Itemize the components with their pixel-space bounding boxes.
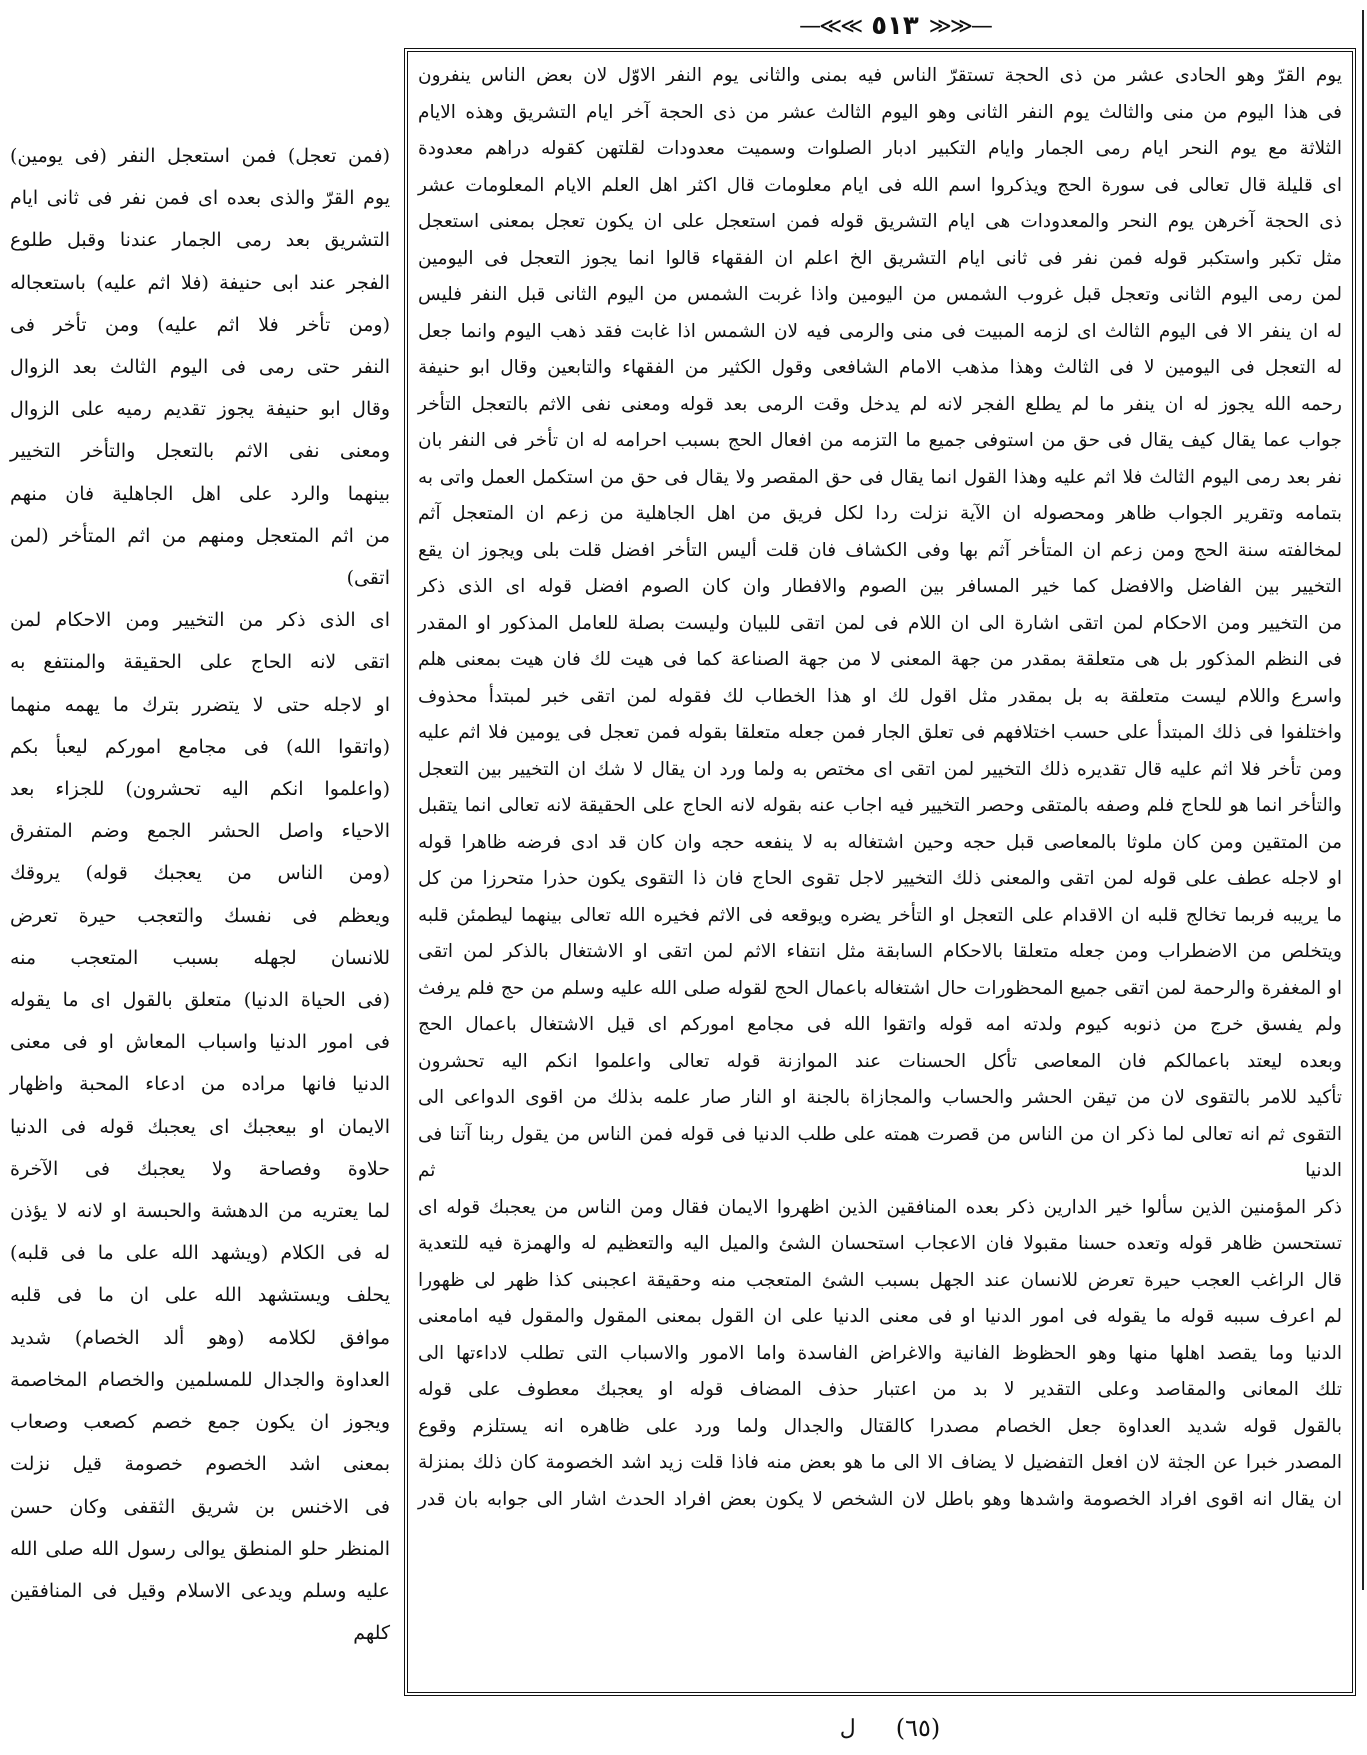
main-text-line: ذى الحجة آخرهن يوم النحر والمعدودات هى ايام التشريق قوله فمن استعجل على ان يكون تعجل بمعنى استعجل xyxy=(418,211,1342,232)
main-text-line: قال الراغب العجب حيرة تعرض للانسان عند الجهل بسبب الشئ المتعجب منه وحقيقة اعجبنى كذا ظهر لى ظهورا xyxy=(418,1269,1342,1291)
ornament-right: ≫≫— xyxy=(928,13,991,39)
margin-text-line: (ومن الناس من يعجبك قوله) يروقك xyxy=(10,862,390,885)
margin-text-line: الدنيا فانها مراده من ادعاء المحبة واظهار xyxy=(10,1073,390,1096)
margin-text-line: الفجر عند ابى حنيفة (فلا اثم عليه) باستعجاله xyxy=(10,271,390,294)
main-text-line: ان يقال انه اقوى افراد الخصومة واشدها وهو باطل لان الشخص لا يكون بعض افراد الحدث اشار الى جوابه بان قدر xyxy=(418,1488,1342,1510)
signature-letter: ل xyxy=(839,1715,856,1741)
main-text-line: تستحسن ظاهر قوله وتعده حسنا مقبولا فان الاعجاب استحسان الشئ والميل اليه والتعظيم له والهمزة فيه للتعدية xyxy=(418,1233,1342,1254)
margin-text-line: من اثم المتعجل ومنهم من اثم المتأخر (لمن اتقى) xyxy=(10,524,390,590)
margin-text-line: او لاجله حتى لا يتضرر بترك ما يهمه منهما xyxy=(10,693,390,716)
main-text-line: جواب عما يقال كيف يقال فى حق من استوفى جميع ما التزمه من افعال الحج بسبب احرامه له ان تأخر فى النفر بان xyxy=(418,430,1342,451)
margin-text-line: العداوة والجدال للمسلمين والخصام المخاصمة xyxy=(10,1368,390,1391)
margin-text-line: عليه وسلم ويدعى الاسلام وقيل فى المنافقين xyxy=(10,1579,390,1602)
signature-number: (٦٥) xyxy=(895,1714,941,1742)
main-text-line: من المتقين ومن كان ملوثا بالمعاصى قبل حجه وحين اشتغاله به لا ينفعه حجه وان كان قد ادى فرضه ظاهرا قوله xyxy=(418,831,1342,853)
margin-text-line: (فمن تعجل) فمن استعجل النفر (فى يومين) xyxy=(10,145,390,167)
main-text-line: تأكيد للامر بالتقوى لان من تيقن الحشر والحساب والمجازاة بالجنة او النار صار علمه بذلك من اقوى الدواعى الى xyxy=(418,1087,1342,1108)
main-text-line: واختلفوا فى ذلك المبتدأ على حسب اختلافهم فى تعلق الجار فمن جعله متعلقا بقوله فمن تعجل فى يومين فلا اثم عليه xyxy=(418,722,1342,743)
main-text-line: او المغفرة والرحمة لمن اتقى جميع المحظورات حال اشتغاله باعمال الحج لقوله صلى الله عليه وسلم من حج فلم يرفث xyxy=(418,977,1342,999)
margin-text-line: (واتقوا الله) فى مجامع اموركم ليعبأ بكم xyxy=(10,735,390,758)
main-text-line: الدنيا وما يقصد اهلها منها وهو الحظوظ الفانية والاغراض الفاسدة واما الامور والاسباب التى تطلب لاداءتها الى xyxy=(418,1342,1342,1364)
ornament-left: —≪≪ xyxy=(799,13,862,39)
margin-text-line: ويعظم فى نفسك والتعجب حيرة تعرض xyxy=(10,904,390,927)
margin-text-line: (ومن تأخر فلا اثم عليه) ومن تأخر فى xyxy=(10,313,390,336)
margin-text-line: المنظر حلو المنطق يوالى رسول الله صلى الله xyxy=(10,1537,390,1560)
margin-text-line: ومعنى نفى الاثم بالتعجل والتأخر التخيير xyxy=(10,440,390,463)
main-text-line: له التعجل فى اليومين لا فى الثالث وهذا مذهب الامام الشافعى وقول الكثير من الفقهاء والتابعين وقال ابو حنيفة xyxy=(418,357,1342,378)
main-text-line: نفر بعد رمى اليوم الثالث فلا اثم عليه وهذا القول انما يقال فى حق المقصر ولا يقال فى حق من استكمل العمل واتى به xyxy=(418,466,1342,488)
main-text-line: الثلاثة مع يوم النحر ايام رمى الجمار وايام التكبير ادبار الصلوات وسميت معدودات لقلتهن كقوله دراهم معدودة xyxy=(418,138,1342,159)
main-text-line: من التخيير ومن الاحكام لمن اتقى اشارة الى ان اللام فى لمن اتقى للبيان وليست بصلة للعامل المذكور او المقدر xyxy=(418,612,1342,634)
margin-text-line: كلهم xyxy=(353,1622,390,1645)
margin-text-line: اى الذى ذكر من التخيير ومن الاحكام لمن xyxy=(10,609,390,632)
margin-text-line: له فى الكلام (ويشهد الله على ما فى قلبه) xyxy=(10,1242,390,1265)
margin-text-line: يحلف ويستشهد الله على ان ما فى قلبه xyxy=(10,1284,390,1307)
main-text-line: التخيير بين الفاضل والافضل كما خير المسافر بين الصوم والافطار وان كان الصوم افضل قوله اى الذى ذكر xyxy=(418,576,1342,597)
margin-text-line: ويجوز ان يكون جمع خصم كصعب وصعاب xyxy=(10,1411,390,1434)
page-number: ٥١٣ xyxy=(871,11,919,41)
main-text-line: وبعده ليعتد باعمالكم فان المعاصى تأكل الحسنات عند الموازنة قوله تعالى واعلموا انكم اليه تحشرون xyxy=(418,1050,1342,1072)
margin-text-line: للانسان لجهله بسبب المتعجب منه xyxy=(10,946,390,969)
main-text-line: اى قليلة قال تعالى فى سورة الحج ويذكروا اسم الله فى ايام معلومات قال اكثر اهل العلم الايام المعلومات عشر xyxy=(418,174,1342,196)
main-text-line: بالقول قوله شديد العداوة جعل الخصام مصدرا كالقتال والجدال ولما ورد على ظاهره انه يستلزم وقوع xyxy=(418,1415,1342,1437)
main-text-line: تلك المعانى والمقاصد وعلى التقدير لا بد من اعتبار حذف المضاف قوله او يعجبك معطوف على قوله xyxy=(418,1379,1342,1400)
main-text-line: يوم القرّ وهو الحادى عشر من ذى الحجة تستقرّ الناس فيه بمنى والثانى يوم النفر الاوّل لان بعض الناس ينفرون xyxy=(418,65,1342,86)
margin-text-line: لما يعتريه من الدهشة والحبسة او لانه لا يؤذن xyxy=(10,1200,390,1223)
main-text-line: فى هذا اليوم من منى والثالث يوم النفر الثانى وهو اليوم الثالث عشر من ذى الحجة آخر ايام التشريق وهذه الايام xyxy=(418,101,1342,123)
margin-text-line: التشريق بعد رمى الجمار عندنا وقبل طلوع xyxy=(10,229,390,252)
margin-text-line: فى الاخنس بن شريق الثقفى وكان حسن xyxy=(10,1495,390,1518)
margin-text-line: الايمان او بيعجبك اى يعجبك قوله فى الدنيا xyxy=(10,1115,390,1138)
margin-text-line: النفر حتى رمى فى اليوم الثالث بعد الزوال xyxy=(10,356,390,379)
main-text-line: ويتخلص من الاضطراب ومن جعله متعلقا بالاحكام السابقة مثل انتفاء الاثم لمن اتقى او الاشتغال بالذكر لمن اتقى xyxy=(418,941,1342,962)
main-text-line: فى النظم المذكور بل هى متعلقة بمقدر من جهة المعنى لا من جهة الصناعة كما فى هيت لك فان هيت بمعنى هلم xyxy=(418,649,1342,670)
main-text-line: التقوى ثم انه تعالى لما ذكر ان من الناس من قصرت همته على طلب الدنيا فى قوله فمن الناس من يقول ربنا آتنا فى الدنيا ثم xyxy=(418,1123,1342,1181)
main-text-line: واسرع واللام ليست متعلقة به بل بمقدر مثل اقول لك او هذا الخطاب لك فقوله لمن اتقى خبر لمبتدأ محذوف xyxy=(418,685,1342,707)
main-text-line: له ان ينفر الا فى اليوم الثالث اى لزمه المبيت فى منى والرمى فيه لان الشمس اذا غابت فقد ذهب اليوم وانما جعل xyxy=(418,320,1342,342)
margin-text-line: حلاوة وفصاحة ولا يعجبك فى الآخرة xyxy=(10,1157,390,1180)
main-text-line: لمن رمى اليوم الثانى وتعجل قبل غروب الشمس من اليومين واذا غربت الشمس من اليوم الثانى قبل النفر فليس xyxy=(418,284,1342,305)
margin-text-line: اتقى لانه الحاج على الحقيقة والمنتفع به xyxy=(10,651,390,674)
margin-text-line: بينهما والرد على اهل الجاهلية فان منهم xyxy=(10,482,390,505)
main-text-line: المصدر خبرا عن الجثة لان افعل التفضيل لا يضاف الا الى ما هو بعض منه فاذا قلت زيد اشد الخصومة كان ذلك بمنزلة xyxy=(418,1452,1342,1473)
main-text-line: رحمه الله يجوز له ان ينفر ما لم يطلع الفجر لانه لم يدخل وقت الرمى بعد قوله ومعنى نفى الاثم بالتعجل التأخر xyxy=(418,393,1342,415)
page-footer xyxy=(820,1710,960,1746)
margin-text-line: وقال ابو حنيفة يجوز تقديم رميه على الزوال xyxy=(10,398,390,421)
main-text-frame xyxy=(404,48,1356,1696)
margin-text-line: موافق لكلامه (وهو ألد الخصام) شديد xyxy=(10,1326,390,1349)
margin-text-line: الاحياء واصل الحشر الجمع وضم المتفرق xyxy=(10,820,390,843)
margin-tafsir-text xyxy=(10,135,390,1654)
margin-column xyxy=(10,135,390,1645)
main-commentary-text xyxy=(408,52,1352,1518)
main-text-line: ومن تأخر فلا اثم عليه قال تقديره ذلك التخيير لمن اتقى اى مختص به ولما ورد ان يقال لا شك ان التخيير بين التعجل xyxy=(418,758,1342,780)
margin-text-line: بمعنى اشد الخصوم خصومة قيل نزلت xyxy=(10,1453,390,1476)
right-rule xyxy=(1362,10,1364,1590)
margin-text-line: (واعلموا انكم اليه تحشرون) للجزاء بعد xyxy=(10,778,390,801)
main-text-line: ذكر المؤمنين الذين سألوا خير الدارين ذكر بعده المنافقين الذين اظهروا الايمان فقال ومن الناس من يعجبك قوله اى xyxy=(418,1196,1342,1218)
main-text-line: بتمامه وتقرير الجواب ظاهر ومحصوله ان الآية نزلت ردا لكل فريق من اهل الجاهلية من زعم ان المتعجل آثم xyxy=(418,503,1342,524)
main-text-line: او لاجله عطف على قوله لمن اتقى والمعنى ذلك التخيير لاجل تقوى الحاج فان ذا التقوى يكون حذرا متحرزا من كل xyxy=(418,868,1342,889)
main-text-line: مثل تكبر واستكبر قوله فمن نفر فى ثانى ايام التشريق الخ اعلم ان الفقهاء قالوا انما يجوز التعجل فى اليومين xyxy=(418,247,1342,269)
main-text-line: والتأخر انما هو للحاج فلم وصفه بالمتقى وحصر التخيير فيه اجاب عنه بقوله لانه الحاج على الحقيقة لانه تعالى انما يتقبل xyxy=(418,795,1342,816)
margin-text-line: يوم القرّ والذى بعده اى فمن نفر فى ثانى ايام xyxy=(10,187,390,210)
main-text-line: ولم يفسق خرج من ذنوبه كيوم ولدته امه قوله واتقوا الله فى مجامع اموركم اى قيل الاشتغال باعمال الحج xyxy=(418,1014,1342,1035)
margin-text-line: فى امور الدنيا واسباب المعاش او فى معنى xyxy=(10,1031,390,1054)
margin-text-line: (فى الحياة الدنيا) متعلق بالقول اى ما يقوله xyxy=(10,989,390,1012)
main-text-line: ما يريبه فربما تخالج قلبه ان الاقدام على التعجل او التأخر يضره ويوقعه فى الاثم فخيره الله تعالى بينهما ليطمئن قلبه xyxy=(418,904,1342,926)
main-text-line: لمخالفته سنة الحج ومن زعم ان المتأخر آثم بها وفى الكشاف فان قلت أليس التأخر افضل قلت بلى ويجوز ان يقع xyxy=(418,539,1342,561)
main-text-line: لم اعرف سببه قوله ما يقوله فى امور الدنيا او فى معنى الدنيا على ان القول بمعنى المقول والمقول فيه امامعنى xyxy=(418,1306,1342,1327)
page-header xyxy=(780,6,1010,46)
